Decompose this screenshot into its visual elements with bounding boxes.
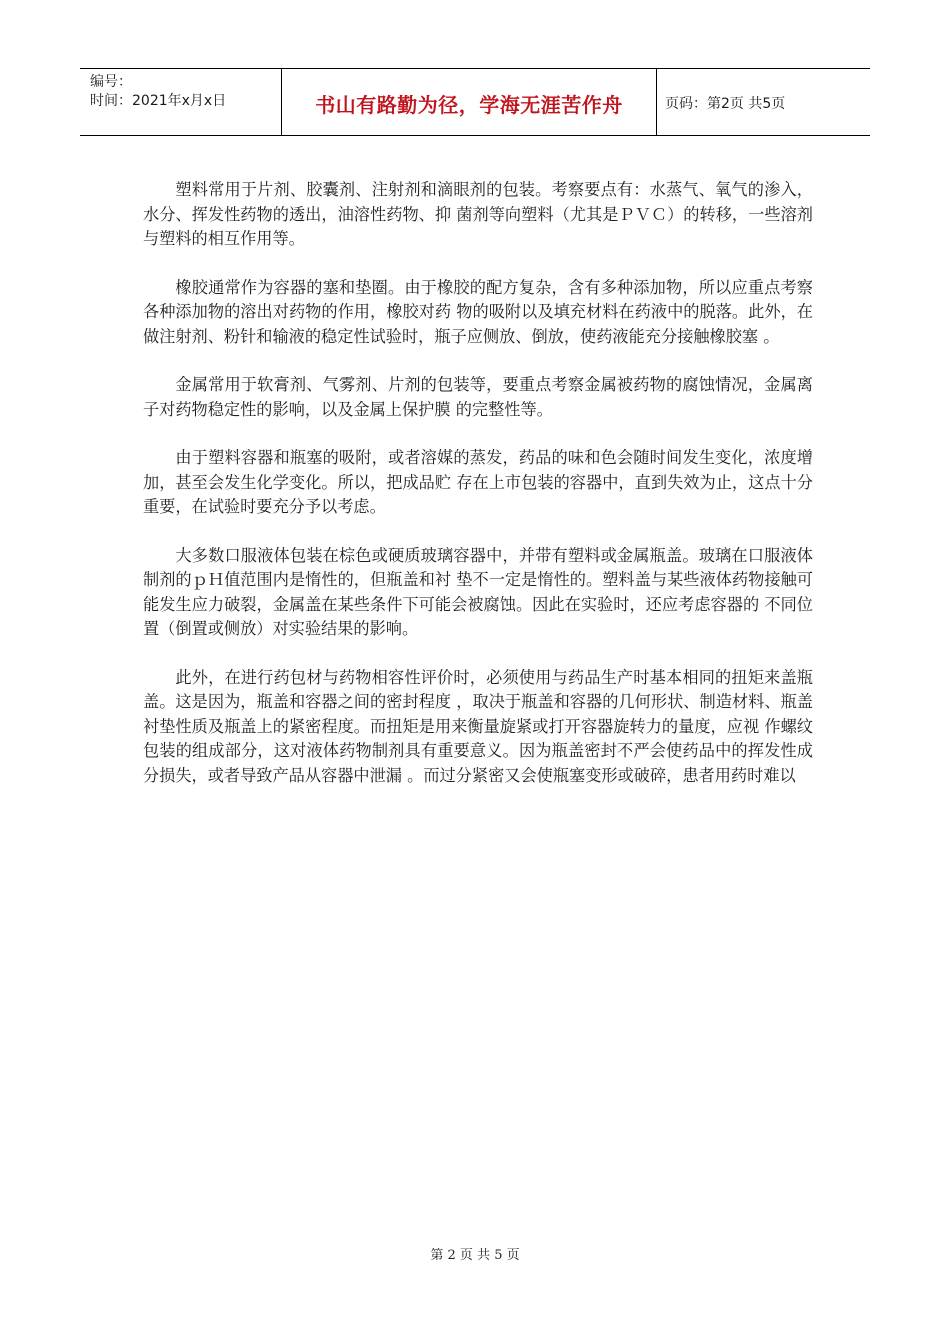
body-text [143, 178, 813, 812]
document-date-label: 时间：2021年x月x日 [90, 93, 227, 109]
header-motto-cell [282, 69, 657, 135]
document-number-label: 编号： [90, 74, 132, 90]
header-motto: 书山有路勤为径，学海无涯苦作舟 [315, 92, 623, 117]
paragraph-plastics: 塑料常用于片剂、胶囊剂、注射剂和滴眼剂的包装。考察要点有：水蒸气、氧气的渗入，水分、挥发性药物的透出，油溶性药物、抑 菌剂等向塑料（尤其是ＰＶＣ）的转移，一些溶剂与塑料的相互作用等。 [143, 180, 813, 248]
paragraph-metal: 金属常用于软膏剂、气雾剂、片剂的包装等，要重点考察金属被药物的腐蚀情况，金属离子对药物稳定性的影响，以及金属上保护膜 的完整性等。 [143, 375, 813, 419]
paragraph-torque: 此外，在进行药包材与药物相容性评价时，必须使用与药品生产时基本相同的扭矩来盖瓶盖。这是因为，瓶盖和容器之间的密封程度 ，取决于瓶盖和容器的几何形状、制造材料、瓶盖衬垫性质及瓶盖上的紧密程度。而扭矩是用来衡量旋紧或打开容器旋转力的量度，应视 作螺纹包装的组成部分，这对液体药物制剂具有重要意义。因为瓶盖密封不严会使药品中的挥发性成分损失，或者导致产品从容器中泄漏 。而过分紧密又会使瓶塞变形或破碎，患者用药时难以 [143, 667, 813, 785]
paragraph-rubber: 橡胶通常作为容器的塞和垫圈。由于橡胶的配方复杂，含有多种添加物，所以应重点考察各种添加物的溶出对药物的作用，橡胶对药 物的吸附以及填充材料在药液中的脱落。此外，在做注射剂、粉针和输液的稳定性试验时，瓶子应侧放、倒放，使药液能充分接触橡胶塞 。 [143, 277, 813, 346]
paragraph-oral-liquid: 大多数口服液体包装在棕色或硬质玻璃容器中，并带有塑料或金属瓶盖。玻璃在口服液体制剂的ｐＨ值范围内是惰性的，但瓶盖和衬 垫不一定是惰性的。塑料盖与某些液体药物接触可能发生应力破裂，金属盖在某些条件下可能会被腐蚀。因此在实验时，还应考虑容器的 不同位置（倒置或侧放）对实验结果的影响。 [143, 545, 813, 638]
header-page-number: 页码：第2页 共5页 [665, 96, 786, 112]
page-footer: 第 2 页 共 5 页 [430, 1248, 520, 1263]
paragraph-adsorption: 由于塑料容器和瓶塞的吸附，或者溶媒的蒸发，药品的味和色会随时间发生变化，浓度增加，甚至会发生化学变化。所以，把成品贮 存在上市包装的容器中，直到失效为止，这点十分重要，在试验时要充分予以考虑。 [143, 448, 813, 516]
header-page-cell [657, 69, 870, 135]
header-meta [80, 69, 282, 135]
page-header [80, 68, 870, 136]
